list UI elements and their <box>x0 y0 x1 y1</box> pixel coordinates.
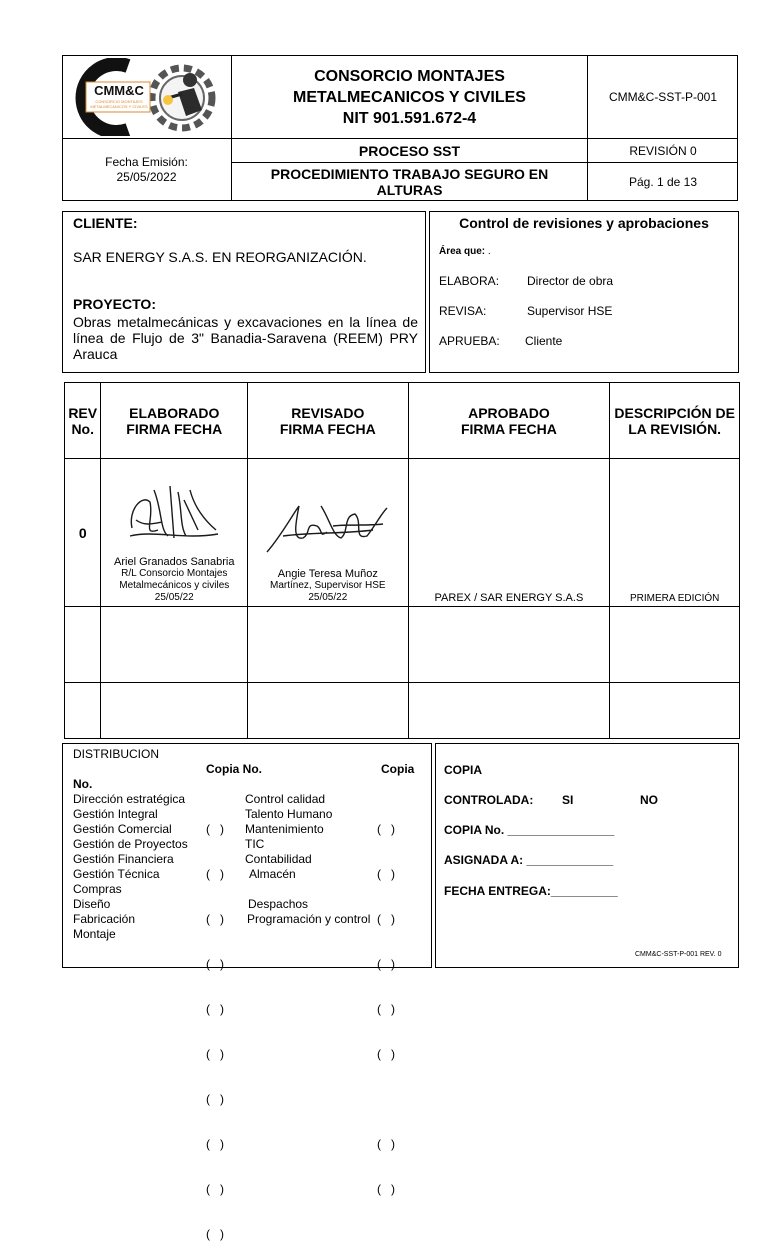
dist-item: Gestión Financiera <box>73 852 174 866</box>
elaborado-header: ELABORADO FIRMA FECHA <box>101 383 248 459</box>
copy-checkbox[interactable]: ( ) <box>206 867 224 881</box>
copy-checkbox[interactable]: ( ) <box>377 957 395 971</box>
revisions-table <box>64 382 740 739</box>
control-value-elabora: Director de obra <box>527 274 614 288</box>
control-label-revisa: REVISA: <box>439 304 487 318</box>
process-name: PROCESO SST <box>358 142 461 159</box>
copy-checkbox[interactable]: ( ) <box>206 1182 224 1196</box>
page-number: Pág. 1 de 13 <box>628 175 698 189</box>
copy-checkbox[interactable]: ( ) <box>206 1002 224 1016</box>
copy-checkbox[interactable]: ( ) <box>377 1137 395 1151</box>
copy-checkbox[interactable]: ( ) <box>377 822 395 836</box>
client-heading: CLIENTE: <box>73 215 138 231</box>
dist-item: TIC <box>245 837 265 851</box>
no-label: No. <box>73 777 93 791</box>
dist-item: Montaje <box>73 927 116 941</box>
rev-number: 0 <box>65 459 101 607</box>
asignada-field[interactable]: ASIGNADA A: _____________ <box>444 853 614 867</box>
area-label: Área que: <box>439 246 486 257</box>
dist-item: Compras <box>73 882 122 896</box>
revisado-header: REVISADO FIRMA FECHA <box>248 383 408 459</box>
procedure-title: PROCEDIMIENTO TRABAJO SEGURO EN ALTURAS <box>270 166 549 198</box>
control-box <box>429 211 739 373</box>
distribution-left-list <box>73 792 188 942</box>
copy-checkbox[interactable]: ( ) <box>206 912 224 926</box>
company-name-line2: METALMECANICOS Y CIVILES <box>293 88 526 106</box>
copy-header-2: Copia <box>381 762 415 776</box>
revision-row-0 <box>65 459 740 607</box>
revision-row-empty-2 <box>65 683 740 739</box>
dist-item: Contabilidad <box>245 852 312 866</box>
rev-no-header: REV No. <box>65 383 101 459</box>
dist-item: Talento Humano <box>245 807 333 821</box>
logo-subtext: CONSORCIO MONTAJES METALMECANICOS Y CIVILES <box>90 99 148 109</box>
copy-checkbox[interactable]: ( ) <box>206 1137 224 1151</box>
dist-item: Fabricación <box>73 912 136 926</box>
dist-item: Gestión Comercial <box>73 822 172 836</box>
elaborado-role1: R/L Consorcio Montajes <box>121 568 228 579</box>
dist-item: Dirección estratégica <box>73 792 186 806</box>
control-label-aprueba: APRUEBA: <box>439 334 500 348</box>
controlada-label: CONTROLADA: <box>444 793 534 807</box>
control-label-elabora: ELABORA: <box>439 274 500 288</box>
copy-checkbox[interactable]: ( ) <box>377 912 395 926</box>
copia-no-field[interactable]: COPIA No. ________________ <box>444 823 615 837</box>
company-nit: NIT 901.591.672-4 <box>342 109 477 127</box>
logo-text: CMM&C <box>94 83 144 98</box>
copy-header-1: Copia No. <box>206 762 262 776</box>
controlada-si[interactable]: SI <box>562 793 574 807</box>
distribution-right-boxes <box>377 792 395 1212</box>
dist-item: Almacén <box>249 867 296 881</box>
dist-item: Despachos <box>248 897 309 911</box>
dist-item: Diseño <box>73 897 111 911</box>
area-value: . <box>487 246 491 257</box>
descripcion-cell: PRIMERA EDICIÓN <box>610 459 740 607</box>
distribution-left-boxes <box>206 792 224 1257</box>
control-value-aprueba: Cliente <box>525 334 563 348</box>
aprobado-header: APROBADO FIRMA FECHA <box>408 383 610 459</box>
dist-item: Programación y control <box>247 912 371 926</box>
copy-checkbox[interactable]: ( ) <box>377 1047 395 1061</box>
revisions-header-row <box>65 383 740 459</box>
revisado-role: Martínez, Supervisor HSE <box>269 580 386 591</box>
footer-code: CMM&C-SST-P-001 REV. 0 <box>635 951 722 958</box>
signature-elaborado <box>124 480 224 548</box>
copy-checkbox[interactable]: ( ) <box>206 1047 224 1061</box>
dist-item: Control calidad <box>245 792 326 806</box>
client-name: SAR ENERGY S.A.S. EN REORGANIZACIÓN. <box>73 249 367 265</box>
copia-label: COPIA <box>444 763 483 777</box>
dist-item: Mantenimiento <box>245 822 324 836</box>
company-logo <box>70 58 222 136</box>
copy-checkbox[interactable]: ( ) <box>206 957 224 971</box>
elaborado-name: Ariel Granados Sanabria <box>114 556 235 568</box>
document-code: CMM&C-SST-P-001 <box>608 89 718 104</box>
elaborado-role2: Metalmecánicos y civiles <box>119 580 230 591</box>
area-line <box>439 246 491 257</box>
controlada-no[interactable]: NO <box>640 793 658 807</box>
project-description: Obras metalmecánicas y excavaciones en la línea de línea de Flujo de 3" Banadia-Saravena (REEM) PRY Arauca <box>73 314 418 362</box>
issue-date <box>62 139 231 201</box>
dist-item: Gestión Técnica <box>73 867 160 881</box>
elaborado-cell <box>101 459 248 607</box>
company-name-line1: CONSORCIO MONTAJES <box>314 67 505 85</box>
control-value-revisa: Supervisor HSE <box>527 304 613 318</box>
revision-row-empty-1 <box>65 607 740 683</box>
dist-item: Gestión de Proyectos <box>73 837 188 851</box>
copy-checkbox[interactable]: ( ) <box>206 822 224 836</box>
issue-date-value: 25/05/2022 <box>116 170 177 184</box>
dist-item: Gestión Integral <box>73 807 158 821</box>
copy-checkbox[interactable]: ( ) <box>206 1092 224 1106</box>
issue-date-label: Fecha Emisión: <box>105 155 188 169</box>
distribution-title: DISTRIBUCION <box>73 747 160 761</box>
revision-number: REVISIÓN 0 <box>629 143 697 158</box>
revisado-date: 25/05/22 <box>308 592 348 603</box>
revisado-name: Angie Teresa Muñoz <box>277 568 378 580</box>
copy-checkbox[interactable]: ( ) <box>377 867 395 881</box>
descripcion-header: DESCRIPCIÓN DE LA REVISIÓN. <box>610 383 740 459</box>
project-heading: PROYECTO: <box>73 296 156 312</box>
company-title <box>232 58 587 136</box>
distribution-right-list <box>245 792 370 927</box>
control-heading: Control de revisiones y aprobaciones <box>459 215 709 231</box>
signature-revisado <box>263 496 393 558</box>
elaborado-date: 25/05/22 <box>154 592 194 603</box>
fecha-entrega-field[interactable]: FECHA ENTREGA:__________ <box>444 884 618 898</box>
copy-checkbox[interactable]: ( ) <box>206 1227 224 1241</box>
copy-checkbox[interactable]: ( ) <box>377 1002 395 1016</box>
revisado-cell <box>248 459 408 607</box>
aprobado-cell: PAREX / SAR ENERGY S.A.S <box>408 459 610 607</box>
copy-checkbox[interactable]: ( ) <box>377 1182 395 1196</box>
